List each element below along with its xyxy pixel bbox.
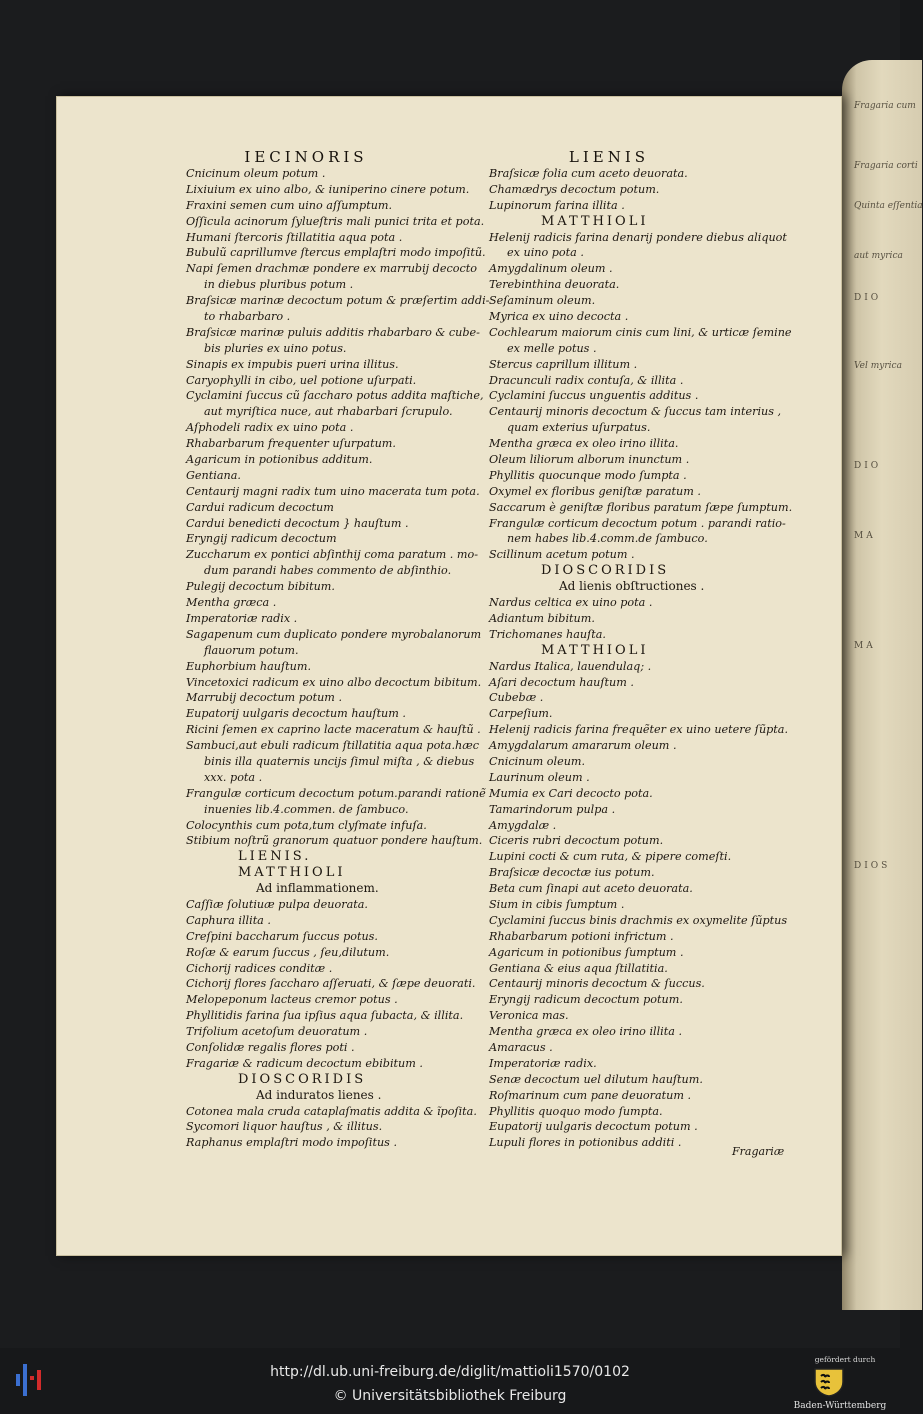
remedy-line: Dracunculi radix contuſa, & illita . [489, 373, 684, 387]
remedy-line: Stercus caprillum illitum . [489, 357, 638, 371]
remedy-line: Cotonea mala cruda cataplaſmatis addita & ĩpoſita. [186, 1104, 477, 1118]
section-subheading: Ad inflammationem. [256, 881, 379, 896]
remedy-line: Creſpini baccharum ſuccus potus. [186, 929, 378, 943]
remedy-line: Veronica mas. [489, 1009, 569, 1023]
remedy-line: Mentha græca ex oleo irino illita . [489, 1025, 683, 1039]
section-heading: MATTHIOLI [238, 865, 346, 881]
remedy-line: in diebus pluribus potum . [204, 278, 354, 292]
remedy-line: Lixiuium ex uino albo, & iuniperino cinere potum. [186, 182, 470, 196]
remedy-line: Raphanus emplaſtri modo impoſitus . [186, 1136, 398, 1150]
remedy-line: Cichorij flores ſaccharo aſſeruati, & ſæpe deuorati. [186, 977, 476, 991]
remedy-line: Myrica ex uino decocta . [489, 310, 629, 324]
remedy-line: Mentha græca ex oleo irino illita. [489, 437, 679, 451]
remedy-line: Adiantum bibitum. [489, 611, 595, 625]
remedy-line: Cochlearum maiorum cinis cum lini, & urticæ ſemine [489, 325, 792, 339]
remedy-line: ex melle potus . [507, 341, 597, 355]
sponsor-name: Baden-Württemberg [793, 1401, 887, 1411]
remedy-line: Centaurij minoris decoctum & ſuccus tam interius , [489, 405, 782, 419]
remedy-line: Imperatoriæ radix. [489, 1056, 597, 1070]
remedy-line: Lupuli flores in potionibus additi . [489, 1136, 682, 1150]
remedy-line: quam exterius uſurpatus. [507, 421, 651, 435]
remedy-line: Aſphodeli radix ex uino pota . [186, 421, 354, 435]
copyright-notice: © Universitätsbibliothek Freiburg [333, 1388, 567, 1404]
remedy-line: Braſsicæ folia cum aceto deuorata. [489, 167, 688, 180]
remedy-line: Colocynthis cum pota,tum clyſmate infuſa. [186, 818, 427, 832]
remedy-line: dum parandi habes commento de abſinthio. [204, 564, 452, 578]
remedy-line: flauorum potum. [204, 643, 299, 657]
remedy-line: Euphorbium hauſtum. [186, 659, 312, 673]
remedy-line: Beta cum ſinapi aut aceto deuorata. [489, 882, 693, 896]
remedy-line: Eryngij radicum decoctum potum. [489, 993, 683, 1007]
remedy-line: Helenij radicis farina frequẽter ex uino uetere ſũpta. [489, 723, 789, 737]
remedy-line: Sycomori liquor hauſtus , & illitus. [186, 1120, 383, 1134]
remedy-line: Saccarum è geniſtæ floribus paratum ſæpe ſumptum. [489, 500, 793, 514]
section-heading: DIOSCORIDIS [541, 563, 670, 579]
remedy-line: Rhabarbarum frequenter uſurpatum. [186, 437, 396, 451]
remedy-line: Aſari decoctum hauſtum . [489, 675, 634, 689]
section-subheading: Ad induratos lienes . [256, 1087, 382, 1102]
remedy-line: Senæ decoctum uel dilutum hauſtum. [489, 1072, 703, 1086]
remedy-line: Stibium noſtrũ granorum quatuor pondere hauſtum. [186, 834, 483, 848]
remedy-line: xxx. pota . [204, 770, 263, 784]
remedy-line: Braſsicæ decoctæ ius potum. [489, 866, 655, 880]
remedy-line: Eupatorij uulgaris decoctum potum . [489, 1120, 698, 1134]
remedy-line: Napi ſemen drachmæ pondere ex marrubij decocto [186, 262, 477, 276]
remedy-line: Mumia ex Cari decocto pota. [489, 786, 653, 800]
remedy-line: Nardus celtica ex uino pota . [489, 596, 653, 610]
remedy-line: to rhabarbaro . [204, 310, 291, 324]
remedy-line: ex uino pota . [507, 246, 584, 260]
remedy-line: Frangulæ corticum decoctum potum.parandi rationẽ [186, 786, 486, 800]
remedy-line: Cardui radicum decoctum [186, 500, 334, 514]
remedy-line: Gentiana & eius aqua ſtillatitia. [489, 961, 668, 975]
remedy-line: Trichomanes hauſta. [489, 627, 606, 641]
page-url-link[interactable]: http://dl.ub.uni-freiburg.de/diglit/mattioli1570/0102 [270, 1364, 630, 1380]
remedy-line: Amaracus . [489, 1040, 553, 1054]
remedy-line: Amygdalæ . [489, 818, 557, 832]
remedy-line: Sambuci,aut ebuli radicum ſtillatitia aqua pota.hæc [186, 739, 480, 753]
remedy-line: Ricini ſemen ex caprino lacte maceratum & hauſtũ . [186, 723, 481, 737]
remedy-line: Conſolidæ regalis flores poti . [186, 1040, 355, 1054]
remedy-line: Ciceris rubri decoctum potum. [489, 834, 664, 848]
remedy-line: Helenij radicis farina denarij pondere diebus aliquot [489, 230, 787, 244]
left-column-lines [186, 166, 490, 1151]
remedy-line: Cardui benedicti decoctum } hauſtum . [186, 516, 409, 530]
remedy-line: binis illa quaternis uncijs ſimul miſta , & diebus [204, 754, 475, 768]
remedy-line: Rhabarbarum potioni infrictum . [489, 929, 674, 943]
remedy-line: Braſsicæ marinæ decoctum potum & præſertim addi- [186, 294, 490, 308]
baden-wuerttemberg-crest-icon [812, 1366, 846, 1398]
remedy-line: nem habes lib.4.comm.de ſambuco. [507, 532, 708, 546]
remedy-line: Sium in cibis ſumptum . [489, 897, 625, 911]
remedy-line: Tamarindorum pulpa . [489, 802, 616, 816]
remedy-line: Eryngij radicum decoctum [186, 532, 337, 546]
remedy-line: Centaurij minoris decoctum & ſuccus. [489, 977, 705, 991]
remedy-line: Roſæ & earum ſuccus , ſeu,dilutum. [186, 945, 390, 959]
remedy-line: Phyllitis quoquo modo ſumpta. [489, 1104, 663, 1118]
remedy-line: Vincetoxici radicum ex uino albo decoctum bibitum. [186, 675, 482, 689]
remedy-line: Oſſicula acinorum ſylueſtris mali punici trita et pota. [186, 214, 485, 228]
remedy-line: Lupini cocti & cum ruta, & pipere comeſti. [489, 850, 732, 864]
section-heading: MATTHIOLI [541, 213, 649, 229]
remedy-line: Amygdalarum amararum oleum . [489, 739, 677, 753]
remedy-line: Eupatorij uulgaris decoctum hauſtum . [186, 707, 406, 721]
right-column [489, 148, 793, 1151]
remedy-line: Mentha græca . [186, 596, 277, 610]
remedy-line: Sagapenum cum duplicato pondere myrobalanorum [186, 627, 482, 641]
remedy-line: Oleum liliorum alborum inunctum . [489, 453, 690, 467]
remedy-line: Marrubij decoctum potum . [186, 691, 343, 705]
remedy-line: Trifolium acetoſum deuoratum . [186, 1025, 368, 1039]
remedy-line: Lupinorum farina illita . [489, 198, 625, 212]
remedy-line: Scillinum acetum potum . [489, 548, 635, 562]
right-column-lines [489, 166, 793, 1151]
catchword: Fragariæ [732, 1145, 785, 1158]
column-heading: LIENIS [568, 148, 650, 166]
remedy-line: Centaurij magni radix tum uino macerata tum pota. [186, 484, 480, 498]
remedy-line: Cyclamini ſuccus binis drachmis ex oxymelite ſũptus [489, 913, 788, 927]
remedy-line: Caphura illita . [186, 913, 271, 927]
remedy-line: Braſsicæ marinæ puluis additis rhabarbaro & cube- [186, 325, 480, 339]
left-column [186, 148, 490, 1151]
remedy-line: Cyclamini ſuccus cũ ſaccharo potus addita maſtiche, [186, 389, 484, 403]
remedy-line: Agaricum in potionibus additum. [186, 453, 373, 467]
remedy-line: Cnicinum oleum. [489, 754, 586, 768]
remedy-line: Zuccharum ex pontici abſinthij coma paratum . mo- [186, 548, 479, 562]
remedy-line: Amygdalinum oleum . [489, 262, 613, 276]
remedy-line: Caryophylli in cibo, uel potione uſurpati. [186, 373, 417, 387]
sponsor-label: gefördert durch [814, 1355, 876, 1364]
remedy-line: Chamædrys decoctum potum. [489, 182, 660, 196]
remedy-line: Terebinthina deuorata. [489, 278, 620, 292]
remedy-line: Roſmarinum cum pane deuoratum . [489, 1088, 692, 1102]
remedy-line: Nardus Italica, lauendulaq; . [489, 659, 652, 673]
viewer-footer [0, 1348, 900, 1414]
remedy-line: Cyclamini ſuccus unguentis additus . [489, 389, 699, 403]
remedy-line: Agaricum in potionibus ſumptum . [489, 945, 684, 959]
remedy-line: Fragariæ & radicum decoctum ebibitum . [186, 1056, 423, 1070]
remedy-line: Gentiana. [186, 468, 241, 482]
remedy-line: bis pluries ex uino potus. [204, 341, 347, 355]
remedy-line: Caſſiæ ſolutiuæ pulpa deuorata. [186, 897, 368, 911]
remedy-line: Fraxini semen cum uino aſſumptum. [186, 198, 393, 212]
remedy-line: Cubebæ . [489, 691, 544, 705]
remedy-line: Melopeponum lacteus cremor potus . [186, 993, 398, 1007]
remedy-line: Laurinum oleum . [489, 770, 590, 784]
remedy-line: Oxymel ex floribus geniſtæ paratum . [489, 484, 701, 498]
remedy-line: inuenies lib.4.commen. de ſambuco. [204, 802, 409, 816]
remedy-line: Cichorij radices conditæ . [186, 961, 333, 975]
next-page-edge: Fragaria cum Fragaria corti Quinta eſſentia aut myrica DIO Vel myrica DIO MA MA DIOS [842, 60, 922, 1310]
remedy-line: Bubulũ caprillumve ſtercus emplaſtri modo impoſitũ. [186, 246, 486, 260]
section-heading: LIENIS. [238, 849, 312, 865]
remedy-line: aut myriſtica nuce, aut rhabarbari ſcrupulo. [204, 405, 453, 419]
remedy-line: Frangulæ corticum decoctum potum . parandi ratio- [489, 516, 786, 530]
remedy-line: Cnicinum oleum potum . [186, 167, 326, 180]
remedy-line: Phyllitidis farina ſua ipſius aqua ſubacta, & illita. [186, 1009, 464, 1023]
remedy-line: Imperatoriæ radix . [186, 611, 298, 625]
remedy-line: Sinapis ex impubis pueri urina illitus. [186, 357, 399, 371]
section-subheading: Ad lienis obſtructiones . [559, 579, 705, 594]
section-heading: DIOSCORIDIS [238, 1071, 367, 1087]
remedy-line: Carpeſium. [489, 707, 553, 721]
remedy-line: Seſaminum oleum. [489, 294, 596, 308]
column-heading: IECINORIS [244, 148, 368, 166]
section-heading: MATTHIOLI [541, 642, 649, 658]
remedy-line: Humani ſtercoris ſtillatitia aqua pota . [186, 230, 403, 244]
remedy-line: Phyllitis quocunque modo ſumpta . [489, 468, 687, 482]
remedy-line: Pulegij decoctum bibitum. [186, 580, 335, 594]
